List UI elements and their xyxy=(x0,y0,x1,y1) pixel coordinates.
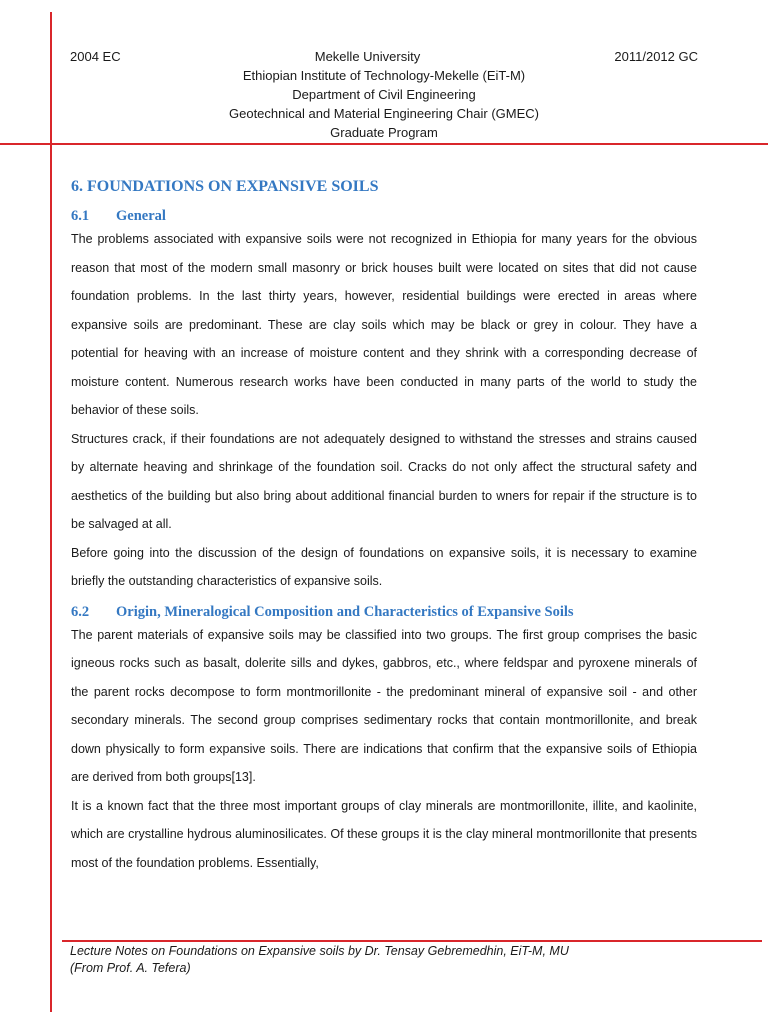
paragraph: The parent materials of expansive soils may be classified into two groups. The first group comprises the basic igneous rocks such as basalt, dolerite sills and dykes, gabbros, etc., where feldspar and pyroxene minerals of the parent rocks decompose to form montmorillonite - the predominant mineral of expansive soil - and other secondary minerals. The second group comprises sedimentary rocks that contain montmorillonite, and break down physically to form expansive soils. There are indications that confirm that the expansive soils of Ethiopia are derived from both groups[13]. xyxy=(71,627,697,784)
footer-line: Lecture Notes on Foundations on Expansive soils by Dr. Tensay Gebremedhin, EiT-M, MU xyxy=(70,944,569,958)
header-institute: Ethiopian Institute of Technology-Mekelle (EiT-M) xyxy=(242,68,526,83)
section-heading-6-1 xyxy=(71,208,697,225)
section-number: 6.2 xyxy=(71,603,90,620)
header-rule xyxy=(0,143,768,145)
header-program: Graduate Program xyxy=(330,125,438,140)
header-chair: Geotechnical and Material Engineering Chair (GMEC) xyxy=(229,106,539,121)
header-year-ec: 2004 EC xyxy=(70,49,121,64)
header-university: Mekelle University xyxy=(314,49,421,64)
header-department: Department of Civil Engineering xyxy=(292,87,476,102)
footer-line: (From Prof. A. Tefera) xyxy=(70,961,191,975)
margin-line xyxy=(50,12,52,1012)
header-year-gc: 2011/2012 GC xyxy=(614,49,698,64)
paragraph: Structures crack, if their foundations are not adequately designed to withstand the stresses and strains caused by alternate heaving and shrinkage of the foundation soil. Cracks do not only affect the structural safety and aesthetics of the building but also bring about additional financial burden to wners for repair if the structure is to be salvaged at all. xyxy=(71,431,697,531)
paragraph: The problems associated with expansive soils were not recognized in Ethiopia for many years for the obvious reason that most of the modern small masonry or brick houses built were located on sites that did not cause foundation problems. In the last thirty years, however, residential buildings were erected in areas where expansive soils are predominant. These are clay soils which may be black or grey in colour. They have a potential for heaving with an increase of moisture content and they shrink with a corresponding decrease of moisture content. Numerous research works have been conducted in many parts of the world to study the behavior of these soils. xyxy=(71,232,697,417)
footer-rule xyxy=(62,940,762,942)
page-header xyxy=(70,47,698,142)
section-title: General xyxy=(116,208,166,224)
section-title: Origin, Mineralogical Composition and Characteristics of Expansive Soils xyxy=(116,603,574,620)
section-number: 6.1 xyxy=(71,208,90,224)
page-footer xyxy=(70,943,750,977)
section-gap xyxy=(71,596,697,604)
paragraph: It is a known fact that the three most important groups of clay minerals are montmorillonite, illite, and kaolinite, which are crystalline hydrous aluminosilicates. Of these groups it is the clay mineral montmorillonite that presents most of the foundation problems. Essentially, xyxy=(71,798,697,870)
header-row xyxy=(70,47,698,66)
chapter-title: 6. FOUNDATIONS ON EXPANSIVE SOILS xyxy=(71,178,379,195)
page-content xyxy=(71,172,697,877)
paragraph: Before going into the discussion of the design of foundations on expansive soils, it is necessary to examine briefly the outstanding characteristics of expansive soils. xyxy=(71,545,697,588)
section-heading-6-2 xyxy=(71,604,697,621)
